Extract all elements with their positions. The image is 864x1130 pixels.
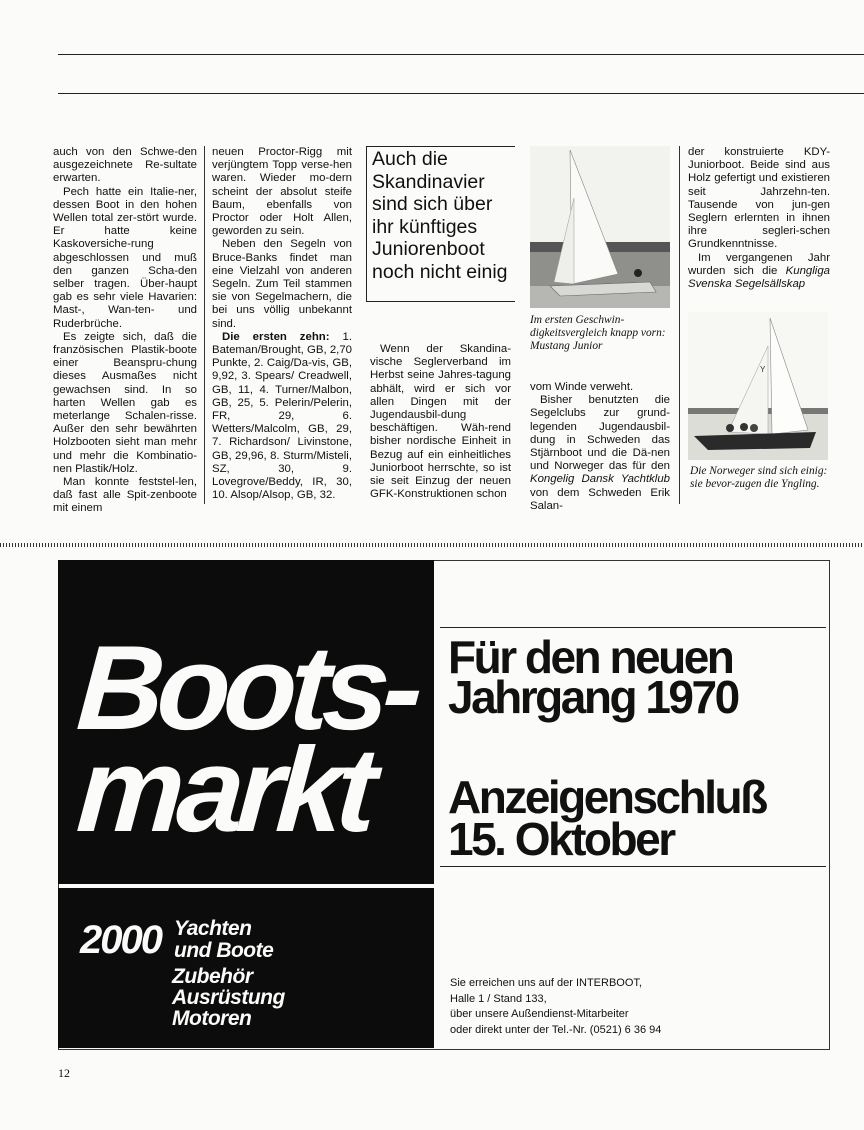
svg-text:Y: Y	[760, 365, 766, 374]
header-rule-bottom	[58, 93, 864, 94]
col3-paragraph: Wenn der Skandina-vische Seglerverband im Herbst seine Jahres-tagung abhält, wird er sich vor allen Dingen mit der Jugendausbil-dung beschäftigen. Wäh-rend bisher nordische Einheit in Bezug auf ein einheitliches Juniorboot herrschte, so ist sie seit Einzug der neuen GFK-Konstruktionen schon	[370, 343, 511, 501]
results-text: 1. Bateman/Brought, GB, 2,70 Punkte, 2. Caig/Da-vis, GB, 9,92, 3. Spears/ Creadwell, GB, 11, 4. Turner/Malbon, GB, 25, 5. Pelerin/Pelerin, FR, 29, 6. Wetters/Malcolm, GB, 29, 7. Richardson/ Livinstone, GB, 29,96, 8. Sturm/Misteli, SZ, 30, 9. Lovegrove/Beddy, IR, 30, 10. Alsop/Alsop, GB, 32.	[212, 330, 352, 502]
article-column-3	[370, 343, 511, 501]
col1-paragraph: Man konnte feststel-len, daß fast alle Spit-zenboote mit einem	[53, 476, 197, 515]
col1-paragraph: Es zeigte sich, daß die französischen Plastik-boote einer Beanspru-chung dieses Ausmaßes nicht gewachsen sind. In so harten Wellen gab es meterlange Schalen-risse. Außer den sehr bewährten Holzbooten sieht man mehr und mehr die Kombinatio-nen Plastik/Holz.	[53, 330, 197, 475]
results-paragraph	[212, 331, 352, 503]
col2-paragraph: Neben den Segeln von Bruce-Banks findet man eine Vielzahl von anderen Segeln. Zum Teil stammen sie von Segelmachern, die bei uns völlig unbekannt sind.	[212, 238, 352, 330]
article-headline: Auch die Skandinavier sind sich über ihr künftiges Juniorenboot noch nicht einig	[372, 148, 508, 283]
ad-product-item: Zubehör	[172, 965, 253, 988]
column-separator	[679, 146, 680, 504]
ad-logo-line-1: Boots-	[73, 621, 421, 755]
column-separator	[204, 146, 205, 504]
ad-product-list	[172, 966, 285, 1029]
ad-rule	[440, 866, 826, 867]
col5-text: Im vergangenen Jahr wurden sich die	[688, 251, 830, 277]
article-column-1	[53, 146, 197, 516]
sailboat-photo-1	[530, 146, 670, 308]
page-number: 12	[58, 1066, 70, 1080]
sailboat-photo-2	[688, 312, 828, 460]
section-divider	[0, 543, 864, 547]
ad-contact-line: Halle 1 / Stand 133,	[450, 992, 547, 1005]
ad-headline-1-line-1: Für den neuen	[448, 631, 733, 683]
ad-contact-line: über unsere Außendienst-Mitarbeiter	[450, 1008, 629, 1020]
col5-club-name: Kungliga Svenska Segelsällskap	[688, 264, 830, 291]
results-heading: Die ersten zehn:	[222, 330, 330, 343]
article-column-5	[688, 146, 830, 291]
photo-caption-2: Die Norweger sind sich einig: sie bevor-zugen die Yngling.	[690, 465, 828, 490]
ad-contact-line: Sie erreichen uns auf der INTERBOOT,	[450, 977, 642, 989]
ad-product-item: Motoren	[172, 1007, 252, 1030]
ad-tag-1: Yachten	[174, 917, 252, 940]
col5-paragraph: der konstruierte KDY-Juniorboot. Beide sind aus Holz gefertigt und existieren seit Jahrzehn-ten. Tausende von jun-gen Seglern erlernten in ihnen ihre segleri-schen Grundkenntnisse.	[688, 146, 830, 251]
ad-number: 2000	[80, 918, 161, 962]
ad-headline-2-line-2: 15. Oktober	[448, 813, 674, 865]
ad-rule	[440, 627, 826, 628]
col4-text: von dem Schweden Erik Salan-	[530, 486, 670, 512]
ad-headline-2-line-1: Anzeigenschluß	[448, 771, 766, 823]
ad-product-item: Ausrüstung	[172, 986, 285, 1009]
col4-text: Bisher benutzten die Segelclubs zur grund-legenden Jugendausbil-dung in Schweden das Stjärnboot und die Dä-nen und Norweger das für den	[530, 394, 670, 473]
col4-paragraph: vom Winde verweht.	[530, 381, 634, 393]
ad-contact-info	[450, 976, 661, 1038]
ad-contact-line: oder direkt unter der Tel.-Nr. (0521) 6 36 94	[450, 1023, 662, 1036]
photo-yngling	[688, 312, 828, 460]
col1-paragraph: Pech hatte ein Italie-ner, dessen Boot in den hohen Wellen total zer-stört wurde. Er hatte keine Kaskoversiche-rung abgeschlossen und muß den ganzen Scha-den selber tragen. Über-haupt gab es sehr viele Havarien: Mast-, Wan-ten- und Ruderbrüche.	[53, 185, 197, 330]
col5-paragraph	[688, 252, 830, 292]
col1-paragraph: auch von den Schwe-den ausgezeichnete Re-sultate erwarten.	[53, 146, 197, 185]
ad-headline-1-line-2: Jahrgang 1970	[448, 671, 738, 723]
col2-paragraph: neuen Proctor-Rigg mit verjüngtem Topp verse-hen waren. Wieder mo-dern scheint der absolut steife Baum, ebenfalls von Proctor oder Holt Allen, geworden zu sein.	[212, 146, 352, 238]
ad-logo-line-2: markt	[73, 723, 375, 857]
article-column-2	[212, 146, 352, 502]
ad-tag-2: und Boote	[174, 939, 274, 962]
col4-club-name: Kongelig Dansk Yachtklub	[530, 473, 670, 486]
col4-paragraph	[530, 394, 670, 513]
article-column-4	[530, 381, 670, 513]
photo-mustang-junior	[530, 146, 670, 308]
header-rule-top	[58, 54, 864, 55]
photo-caption-1: Im ersten Geschwin-digkeitsvergleich knapp vorn: Mustang Junior	[530, 314, 666, 352]
